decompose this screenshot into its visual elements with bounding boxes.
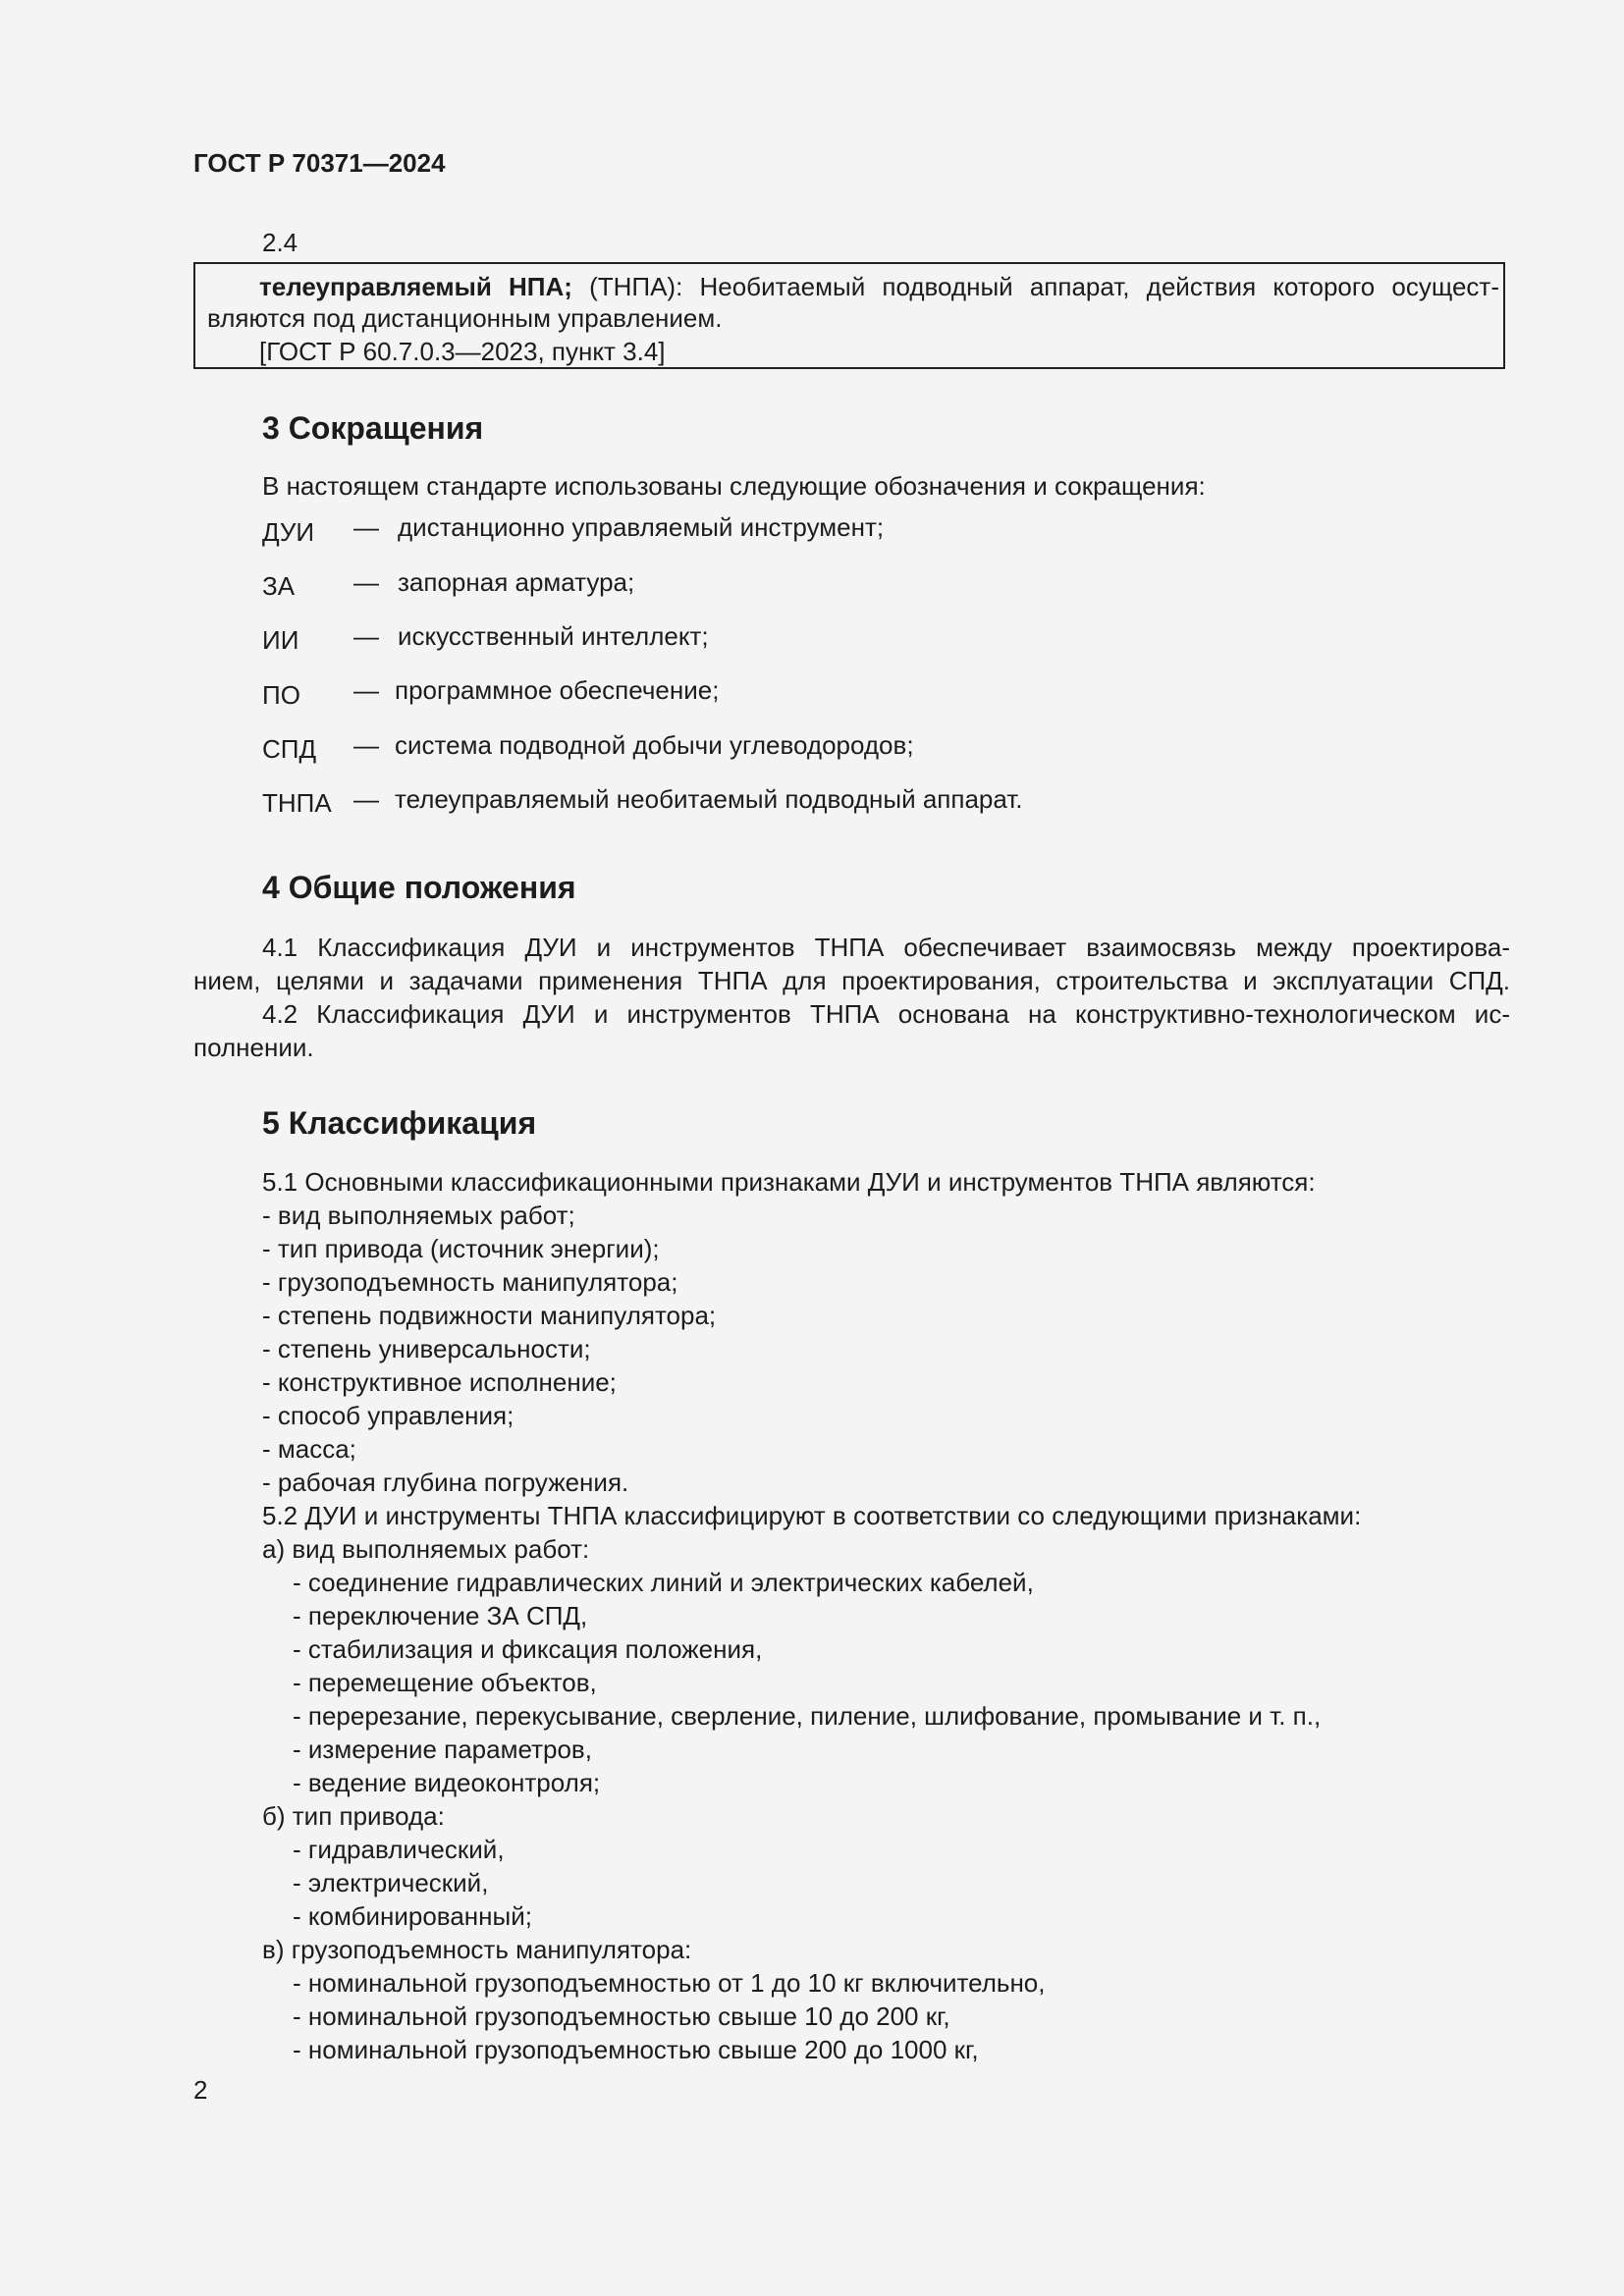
list-item: - конструктивное исполнение; <box>262 1367 617 1397</box>
list-item: - перемещение объектов, <box>293 1668 597 1697</box>
list-item: - вид выполняемых работ; <box>262 1201 575 1230</box>
list-item: - масса; <box>262 1434 356 1464</box>
term-source: [ГОСТ Р 60.7.0.3—2023, пункт 3.4] <box>259 337 666 366</box>
list-item: - степень подвижности манипулятора; <box>262 1301 717 1330</box>
para-4-2-line-2: полнении. <box>193 1033 314 1062</box>
list-item: - соединение гидравлических линий и электрических кабелей, <box>293 1568 1034 1597</box>
term-line-1 <box>259 270 1499 303</box>
list-item: - грузоподъемность манипулятора; <box>262 1267 678 1297</box>
abbr-text: телеуправляемый необитаемый подводный аппарат. <box>395 784 1023 814</box>
list-item: - гидравлический, <box>293 1835 505 1864</box>
abbr-dash: — <box>353 730 379 760</box>
section-3-intro: В настоящем стандарте использованы следующие обозначения и сокращения: <box>262 471 1206 501</box>
abbr-dash: — <box>353 621 379 651</box>
list-item: - переключение ЗА СПД, <box>293 1601 588 1630</box>
list-item: - рабочая глубина погружения. <box>262 1468 629 1497</box>
term-line1-rest: (ТНПА): Необитаемый подводный аппарат, действия которого осущест- <box>571 272 1499 301</box>
page-number: 2 <box>193 2075 208 2105</box>
term-number: 2.4 <box>262 228 298 257</box>
para-4-1-line-1: 4.1 Классификация ДУИ и инструментов ТНПА обеспечивает взаимосвязь между проектирова- <box>262 933 1510 962</box>
list-item: - номинальной грузоподъемностью свыше 10 до 200 кг, <box>293 2002 950 2031</box>
list-item: - степень универсальности; <box>262 1334 591 1363</box>
term-bold: телеуправляемый НПА; <box>259 272 572 301</box>
abbr-text: искусственный интеллект; <box>398 621 709 651</box>
list-item: - способ управления; <box>262 1401 514 1430</box>
abbr-code: ИИ <box>262 625 299 655</box>
list-item: - номинальной грузоподъемностью от 1 до 10 кг включительно, <box>293 1968 1046 1998</box>
abbr-code: ПО <box>262 680 300 710</box>
list-item: - комбинированный; <box>293 1901 532 1931</box>
abbr-text: дистанционно управляемый инструмент; <box>398 512 885 542</box>
abbr-dash: — <box>353 675 379 705</box>
list-item: - электрический, <box>293 1868 489 1897</box>
abbr-dash: — <box>353 512 379 542</box>
abbr-code: ДУИ <box>262 517 315 547</box>
document-header: ГОСТ Р 70371—2024 <box>193 148 446 178</box>
para-4-2-line-1: 4.2 Классификация ДУИ и инструментов ТНПА основана на конструктивно-технологическом ис- <box>262 999 1510 1029</box>
list-item: - номинальной грузоподъемностью свыше 200 до 1000 кг, <box>293 2035 979 2064</box>
subsection-a-title: а) вид выполняемых работ: <box>262 1534 590 1564</box>
abbr-code: СПД <box>262 734 317 764</box>
abbr-dash: — <box>353 567 379 597</box>
term-line-2: вляются под дистанционным управлением. <box>207 303 723 333</box>
list-item: - измерение параметров, <box>293 1735 592 1764</box>
section-4-title: 4 Общие положения <box>262 870 576 905</box>
para-5-2: 5.2 ДУИ и инструменты ТНПА классифицируют в соответствии со следующими признаками: <box>262 1501 1362 1530</box>
abbr-text: запорная арматура; <box>398 567 635 597</box>
abbr-text: система подводной добычи углеводородов; <box>395 730 914 760</box>
abbr-code: ТНПА <box>262 788 332 818</box>
section-3-title: 3 Сокращения <box>262 410 484 446</box>
para-4-1-line-2: нием, целями и задачами применения ТНПА для проектирования, строительства и эксплуатации СПД. <box>193 966 1510 995</box>
list-item: - тип привода (источник энергии); <box>262 1234 660 1263</box>
subsection-c-title: в) грузоподъемность манипулятора: <box>262 1935 692 1964</box>
list-item: - перерезание, перекусывание, сверление, пиление, шлифование, промывание и т. п., <box>293 1701 1322 1731</box>
abbr-code: ЗА <box>262 571 296 601</box>
list-item: - ведение видеоконтроля; <box>293 1768 601 1797</box>
abbr-text: программное обеспечение; <box>395 675 720 705</box>
list-item: - стабилизация и фиксация положения, <box>293 1634 763 1664</box>
abbr-dash: — <box>353 784 379 814</box>
section-5-title: 5 Классификация <box>262 1105 537 1141</box>
para-5-1: 5.1 Основными классификационными признаками ДУИ и инструментов ТНПА являются: <box>262 1167 1316 1197</box>
subsection-b-title: б) тип привода: <box>262 1801 445 1831</box>
